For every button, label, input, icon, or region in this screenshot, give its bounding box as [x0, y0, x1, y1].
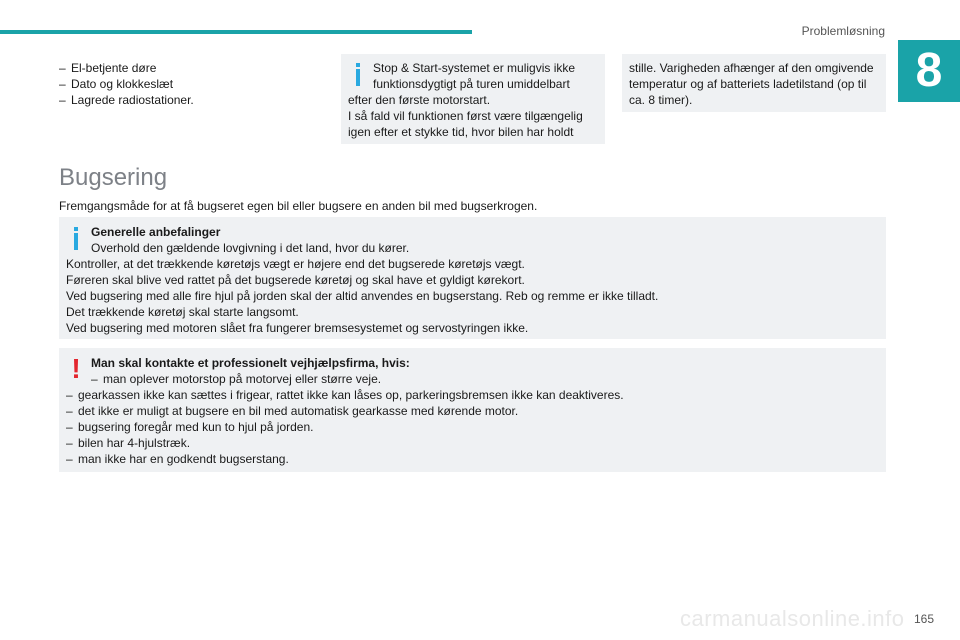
continued-info-box: stille. Varigheden afhænger af den omgivende temperatur og af batteriets ladetilstand (op til ca. 8 timer).	[622, 54, 886, 112]
list-item: – gearkassen ikke kan sættes i frigear, rattet ikke kan låses op, parkeringsbremsen ikke kan deaktiveres.	[66, 388, 624, 402]
list-item: – Lagrede radiostationer.	[59, 93, 194, 107]
left-list	[59, 60, 319, 108]
watermark: carmanualsonline.info	[680, 606, 905, 631]
warning-box: ! Man skal kontakte et professionelt vejhjælpsfirma, hvis: – man oplever motorstop på motorvej eller større veje. – gearkassen ikke kan sættes i frigear, rattet ikke kan låses op, parkeringsbremsen ikke kan deaktiveres. – det ikke er muligt at bugsere en bil med automatisk gearkasse med kørende motor. – bugsering foregår med kun to hjul på jorden. – bilen har 4-hjulstræk. – man ikke har en godkendt bugserstang.	[59, 348, 886, 472]
section-title: Bugsering	[59, 164, 168, 191]
info-icon	[74, 233, 78, 250]
section-name: Problemløsning	[801, 24, 885, 38]
stop-start-info-box: Stop & Start-systemet er muligvis ikke funktionsdygtigt på turen umiddelbart efter den første motorstart. I så fald vil funktionen først være tilgængelig igen efter et stykke tid, hvor bilen har holdt	[341, 54, 605, 144]
list-item: – El-betjente døre	[59, 61, 157, 75]
page-number: 165	[913, 612, 934, 626]
chapter-number: 8	[898, 40, 960, 102]
list-item: – Dato og klokkeslæt	[59, 77, 174, 91]
warning-icon: !	[71, 353, 81, 384]
info-icon	[356, 69, 360, 86]
general-recommendations-box: Generelle anbefalinger Overhold den gældende lovgivning i det land, hvor du kører. Kontroller, at det trækkende køretøjs vægt er højere end det bugserede køretøjs vægt. Føreren skal blive ved rattet på det bugserede køretøj og skal have et gyldigt kørekort. Ved bugsering med alle fire hjul på jorden skal der altid anvendes en bugserstang. Reb og remme er ikke tilladt. Det trækkende køretøj skal starte langsomt. Ved bugsering med motoren slået fra fungerer bremsesystemet og servostyringen ikke.	[59, 217, 886, 339]
list-item: – det ikke er muligt at bugsere en bil med automatisk gearkasse med kørende motor.	[66, 404, 519, 418]
header-accent-bar	[0, 30, 472, 34]
section-intro: Fremgangsmåde for at få bugseret egen bil eller bugsere en anden bil med bugserkrogen.	[59, 199, 538, 213]
list-item: – man oplever motorstop på motorvej eller større veje.	[91, 372, 382, 386]
list-item: – bugsering foregår med kun to hjul på jorden.	[66, 420, 314, 434]
list-item: – bilen har 4-hjulstræk.	[66, 436, 191, 450]
list-item: – man ikke har en godkendt bugserstang.	[66, 452, 289, 466]
